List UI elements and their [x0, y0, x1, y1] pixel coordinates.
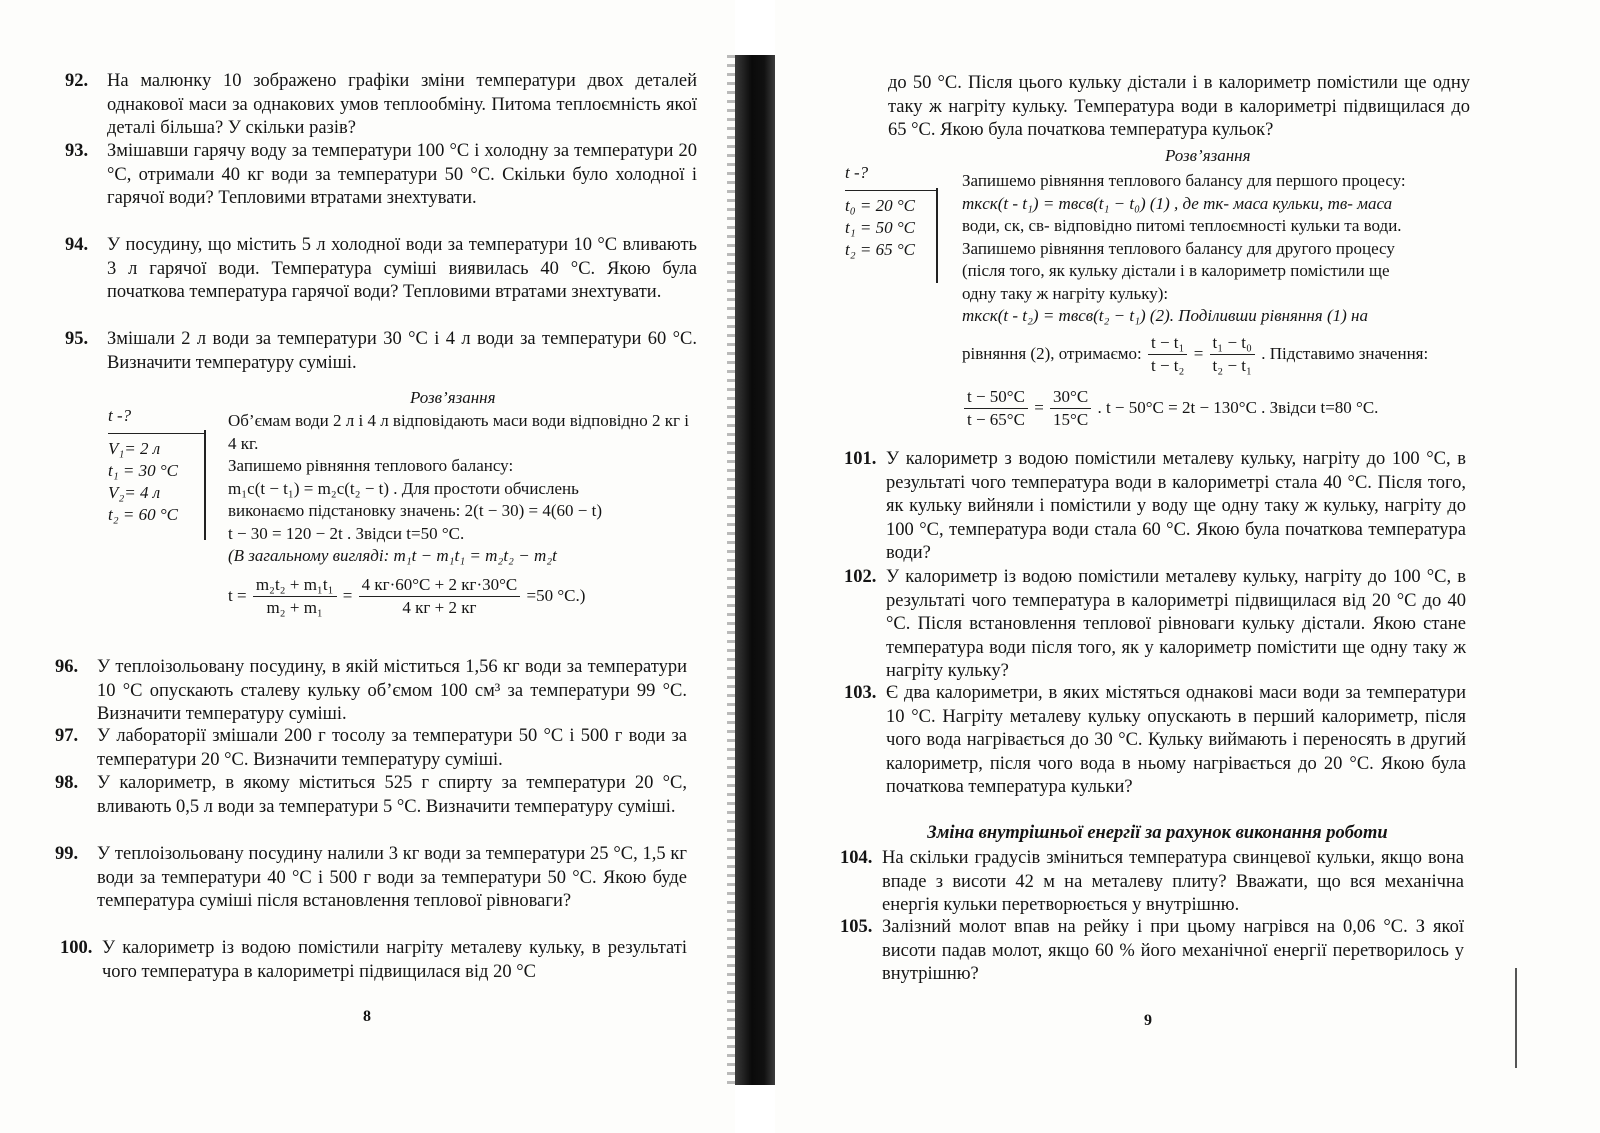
- solution-title: Розв’язання: [410, 388, 496, 407]
- given-item: t₁ = 30 °C: [108, 461, 178, 480]
- equals-sign: =: [1034, 397, 1044, 417]
- given-vertical-rule: [936, 188, 938, 283]
- page-edge-line: [1515, 968, 1517, 1068]
- problem-93: [65, 140, 697, 211]
- problem-100-continuation: [888, 72, 1470, 143]
- continuation-text: до 50 °С. Після цього кульку дістали і в калориметр помістили ще одну таку ж нагріту кульку. Температура води в калориметрі підвищилася до 65 °С. Якою була початкова температура кульок?: [888, 73, 1470, 140]
- equals-sign: =: [342, 585, 353, 605]
- problem-97: [55, 725, 687, 772]
- problem-94: [65, 234, 697, 305]
- problem-101: [844, 448, 1466, 566]
- problem-text: У калориметр з водою помістили металеву кульку, нагріту до 100 °С, в результаті чого температура води в калориметрі стала 40 °С. Після того, як кульку вийняли і помістили у воду ще одну таку ж кульку, нагріту до 100 °С, температура води стала 60 °С. Якою була початкова температура води?: [886, 449, 1466, 563]
- numerator: t₁ − t₀: [1210, 332, 1255, 356]
- problem-text: Змішали 2 л води за температури 30 °С і 4 л води за температури 60 °С. Визначити температуру суміші.: [107, 329, 697, 373]
- solution-100-body: [962, 170, 1467, 432]
- problem-number: 105.: [840, 917, 873, 937]
- problem-number: 100.: [60, 938, 93, 958]
- problem-99: [55, 843, 687, 914]
- problem-text: Змішавши гарячу воду за температури 100 °С і холодну за температури 20 °С, отримали 40 кг води за температури 50 °С. Скільки було холодної і гарячої води? Тепловими втратами знехтувати.: [107, 141, 697, 208]
- problem-number: 99.: [55, 844, 79, 864]
- fraction: [964, 386, 1028, 432]
- section-heading: Зміна внутрішньої енергії за рахунок виконання роботи: [927, 823, 1388, 843]
- problem-text: Залізний молот впав на рейку і при цьому нагрівся на 0,06 °С. З якої висоти падав молот, якщо 60 % його механічної енергії перетворилось у внутрішню?: [882, 917, 1464, 984]
- problem-105: [840, 916, 1464, 987]
- problem-number: 103.: [844, 683, 877, 703]
- denominator: t − t₂: [1150, 356, 1185, 375]
- formula-result: =50 °С.): [526, 585, 586, 605]
- unknown-label: t -?: [845, 163, 869, 182]
- problem-96: [55, 656, 687, 727]
- page-number-right: 9: [1144, 1012, 1152, 1029]
- solution-line: (В загальному вигляді: m₁t − m₁t₁ = m₂t₂ − m₂t: [228, 546, 557, 565]
- fraction: [253, 574, 337, 620]
- problem-number: 96.: [55, 657, 79, 677]
- problem-text: У теплоізольовану посудину налили 3 кг води за температури 25 °С, 1,5 кг води за температури 40 °С і 500 г води за температури 50 °С. Якою буде температура суміші після встановлення теплової рівноваги?: [97, 844, 687, 911]
- ratio-formula: [962, 332, 1467, 378]
- solution-line: води, cк, cв- відповідно питомі теплоємності кульки та води.: [962, 216, 1402, 235]
- problem-95: [65, 328, 697, 375]
- given-item: V₂= 4 л: [108, 483, 161, 502]
- solution-line: виконаємо підстановку значень: 2(t − 30) = 4(60 − t): [228, 501, 603, 520]
- problem-number: 101.: [844, 449, 877, 469]
- fraction: [1148, 332, 1187, 378]
- fraction: [1210, 332, 1255, 378]
- problem-number: 97.: [55, 726, 79, 746]
- given-item: t₂ = 65 °C: [845, 240, 915, 259]
- solution-line: mкcк(t - t₁) = mвcв(t₁ − t₀) (1) , де mк- маса кульки, mв- маса: [962, 193, 1393, 213]
- problem-number: 98.: [55, 773, 79, 793]
- given-item: V₁= 2 л: [108, 439, 161, 458]
- problem-103: [844, 682, 1466, 800]
- denominator: 4 кг + 2 кг: [402, 598, 477, 617]
- solution-line: Запишемо рівняння теплового балансу:: [228, 456, 514, 475]
- problem-100: [60, 937, 687, 984]
- given-divider: [108, 433, 204, 434]
- problem-number: 93.: [65, 141, 89, 161]
- page-number-left: 8: [363, 1008, 371, 1025]
- given-vertical-rule: [204, 430, 206, 540]
- solution-line: Запишемо рівняння теплового балансу для першого процесу:: [962, 171, 1406, 190]
- problem-102: [844, 566, 1466, 684]
- problem-text: На скільки градусів зміниться температура свинцевої кульки, якщо вона впаде з висоти 42 м на металеву плиту? Вважати, що вся механічна енергія кульки перетворюється у внутрішню.: [882, 848, 1464, 915]
- denominator: t − 65°C: [967, 410, 1025, 429]
- solution-95-body: [228, 410, 698, 620]
- problem-number: 94.: [65, 235, 89, 255]
- numerator: 4 кг·60°C + 2 кг·30°C: [359, 574, 521, 598]
- solution-line: t − 30 = 120 − 2t . Звідси t=50 °С.: [228, 523, 465, 543]
- solution-line: m₁c(t − t₁) = m₂c(t₂ − t) . Для простоти обчислень: [228, 478, 579, 498]
- given-block: [108, 405, 204, 526]
- fraction: [359, 574, 521, 620]
- solution-line: Об’ємам води 2 л і 4 л відповідають маси води відповідно 2 кг і 4 кг.: [228, 411, 689, 453]
- substitution-formula: [962, 386, 1467, 432]
- problem-number: 95.: [65, 329, 89, 349]
- problem-text: У калориметр із водою помістили металеву кульку, нагріту до 100 °С, в результаті чого температура в калориметрі підвищилася від 20 °С до 40 °С. Після встановлення теплової рівноваги кульку дістали. Якою стане температура води після того, як у калориметр помістити ще одну таку ж нагріту кульку?: [886, 567, 1466, 681]
- equals-sign: =: [1193, 343, 1204, 363]
- numerator: t − 50°C: [964, 386, 1028, 410]
- problem-text: У калориметр, в якому міститься 525 г спирту за температури 20 °С, вливають 0,5 л води за температури 5 °С. Визначити температуру суміші.: [97, 773, 687, 817]
- solution-line: (після того, як кульку дістали і в калориметр помістили ще: [962, 261, 1390, 280]
- numerator: 30°C: [1050, 386, 1091, 410]
- given-item: t₂ = 60 °C: [108, 505, 178, 524]
- solution-title: Розв’язання: [1165, 146, 1251, 165]
- formula-lhs: t =: [228, 585, 247, 605]
- book-gutter-shadow: [735, 55, 777, 1085]
- denominator: 15°C: [1053, 410, 1089, 429]
- solution-line: Запишемо рівняння теплового балансу для другого процесу: [962, 238, 1395, 258]
- given-item: t₁ = 50 °C: [845, 218, 915, 237]
- problem-text: Є два калориметри, в яких містяться однакові маси води за температури 10 °С. Нагріту металеву кульку опускають в перший калориметр, після чого вода нагрівається до 30 °С. Кульку виймають і переносять в другий калориметр, після чого вода в ньому нагрівається до 20 °С. Якою була початкова температура кульки?: [886, 683, 1466, 797]
- problem-104: [840, 847, 1464, 918]
- problem-number: 102.: [844, 567, 877, 587]
- numerator: t − t₁: [1148, 332, 1187, 356]
- problem-number: 104.: [840, 848, 873, 868]
- problem-text: У посудину, що містить 5 л холодної води за температури 10 °С вливають 3 л гарячої води. Температура суміші виявилась 40 °С. Якою була початкова температура гарячої води? Тепловими втратами знехтувати.: [107, 235, 697, 302]
- solution-line: mкcк(t - t₂) = mвcв(t₂ − t₁) (2). Поділивши рівняння (1) на: [962, 306, 1368, 325]
- problem-number: 92.: [65, 71, 89, 91]
- solution-line: одну таку ж нагріту кульку):: [962, 283, 1169, 303]
- unknown-label: t -?: [108, 406, 132, 425]
- given-block: [845, 162, 938, 261]
- problem-text: У калориметр із водою помістили нагріту металеву кульку, в результаті чого температура в калориметрі підвищилася від 20 °С: [102, 938, 687, 982]
- problem-text: У лабораторії змішали 200 г тосолу за температури 50 °С і 500 г води за температури 20 °С. Визначити температуру суміші.: [97, 726, 687, 770]
- numerator: m₂t₂ + m₁t₁: [253, 574, 337, 598]
- denominator: m₂ + m₁: [266, 598, 323, 617]
- problem-92: [65, 70, 697, 141]
- ratio-suffix: . Підставимо значення:: [1261, 343, 1429, 363]
- general-formula: [228, 574, 698, 620]
- given-divider: [845, 190, 938, 191]
- problem-text: У теплоізольовану посудину, в якій міститься 1,56 кг води за температури 10 °С опускають сталеву кульку об’ємом 100 см³ за температури 99 °С. Визначити температуру суміші.: [97, 657, 687, 724]
- problem-text: На малюнку 10 зображено графіки зміни температури двох деталей однакової маси за однакових умов теплообміну. Питома теплоємність якої деталі більша? У скільки разів?: [107, 71, 697, 138]
- fraction: [1050, 386, 1091, 432]
- ratio-prefix: рівняння (2), отримаємо:: [962, 343, 1142, 363]
- final-answer: . t − 50°C = 2t − 130°C . Звідси t=80 °С.: [1097, 397, 1379, 417]
- denominator: t₂ − t₁: [1212, 356, 1252, 375]
- given-item: t₀ = 20 °C: [845, 196, 915, 215]
- problem-98: [55, 772, 687, 819]
